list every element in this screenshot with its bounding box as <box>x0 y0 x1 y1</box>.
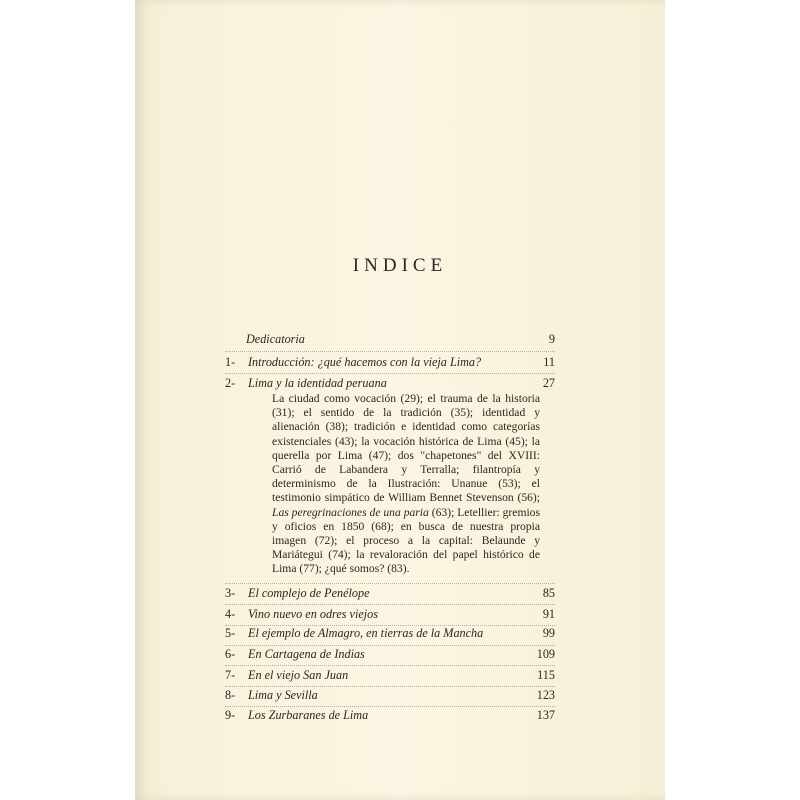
entry-page: 137 <box>536 708 555 722</box>
entry-number: 8- <box>225 688 236 702</box>
entry-label: El complejo de Penélope <box>248 586 370 600</box>
entry-number: 9- <box>225 708 236 722</box>
entry-label: Dedicatoria <box>246 332 305 346</box>
entry-page: 27 <box>542 376 555 390</box>
separator <box>225 351 555 352</box>
entry-page: 115 <box>537 668 555 682</box>
entry-page: 9 <box>548 332 555 346</box>
entry-number: 2- <box>225 376 236 390</box>
entry-page: 85 <box>542 586 555 600</box>
separator <box>225 686 555 687</box>
entry-label: Los Zurbaranes de Lima <box>248 708 369 722</box>
chapter-2-summary <box>272 392 540 577</box>
entry-label: Vino nuevo en odres viejos <box>248 607 378 621</box>
summary-text-part1: La ciudad como vocación (29); el trauma de la historia (31); el sentido de la tradición (35); identidad y alienación (38); tradición e identidad como categorías existenciales (43); la vocación histórica de Lima (45); la querella por Lima (47); dos "chapetones" del XVIII: Carrió de Labandera y Terralla; filantropía y determinismo de la Ilustración: Unanue (53); el testimonio simpático de William Bennet Stevenson (56); <box>272 392 540 505</box>
separator <box>225 706 555 707</box>
separator <box>225 604 555 605</box>
separator <box>225 665 555 666</box>
entry-label: En el viejo San Juan <box>248 668 349 682</box>
entry-number: 3- <box>225 586 236 600</box>
entry-label: El ejemplo de Almagro, en tierras de la Mancha <box>248 626 484 640</box>
entry-label: En Cartagena de Indias <box>248 647 365 661</box>
summary-text-part2: (63); Letellier: gremios y oficios en 1850 (68); en busca de nuestra propia imagen (72); el proceso a la capital: Belaunde y Mariátegui (74); la revaloración del papel histórico de Lima (77); ¿qué somos? (83). <box>272 505 540 576</box>
entry-page: 123 <box>536 688 555 702</box>
separator <box>225 373 555 374</box>
separator <box>225 645 555 646</box>
entry-number: 5- <box>225 626 236 640</box>
entry-label: Introducción: ¿qué hacemos con la vieja Lima? <box>248 355 482 369</box>
entry-page: 91 <box>542 607 555 621</box>
separator <box>225 583 555 584</box>
entry-number: 4- <box>225 607 236 621</box>
entry-page: 99 <box>542 626 555 640</box>
page-title: INDICE <box>352 255 448 276</box>
entry-number: 7- <box>225 668 236 682</box>
entry-number: 1- <box>225 355 236 369</box>
entry-label: Lima y Sevilla <box>248 688 318 702</box>
entry-number: 6- <box>225 647 236 661</box>
entry-page: 109 <box>536 647 555 661</box>
summary-italic-title: Las peregrinaciones de una paria <box>272 505 429 519</box>
entry-label: Lima y la identidad peruana <box>248 376 387 390</box>
entry-page: 11 <box>543 355 555 369</box>
